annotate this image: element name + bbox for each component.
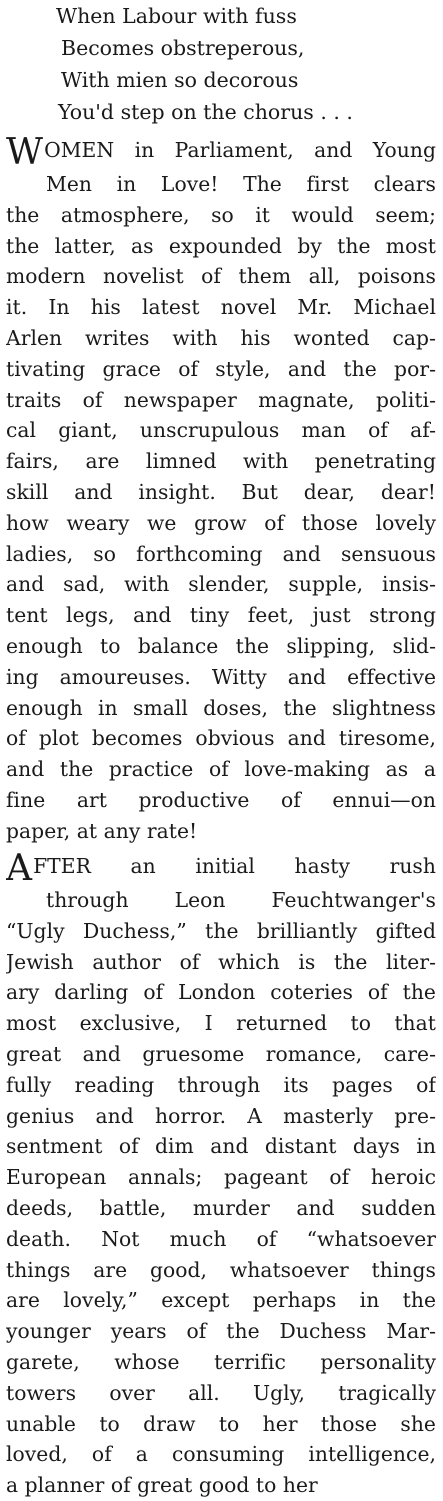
paragraph-line xyxy=(6,135,436,169)
drop-cap: W xyxy=(6,135,44,169)
line-text: FTER an initial hasty rush xyxy=(33,854,436,878)
paragraph-line: fully reading through its pages of xyxy=(6,1072,436,1097)
paragraph-line: are lovely,” except perhaps in the xyxy=(6,1288,436,1313)
paragraph-line: and sad, with slender, supple, insis- xyxy=(6,572,436,597)
paragraph-line: “Ugly Duchess,” the brilliantly gifted xyxy=(6,918,436,943)
paragraph-line: cal giant, unscrupulous man of af- xyxy=(6,418,436,443)
paragraph-line: ing amoureuses. Witty and effective xyxy=(6,664,436,689)
paragraph-line xyxy=(6,851,436,885)
paragraph-line: how weary we grow of those lovely xyxy=(6,510,436,535)
paragraph-line: death. Not much of “whatsoever xyxy=(6,1226,436,1251)
paragraph-line: genius and horror. A masterly pre- xyxy=(6,1103,436,1128)
paragraph-line: and the practice of love-making as a xyxy=(6,757,436,782)
paragraph-line: traits of newspaper magnate, politi- xyxy=(6,387,436,412)
paragraph-line: enough to balance the slipping, slid- xyxy=(6,633,436,658)
paragraph-line: unable to draw to her those she xyxy=(6,1411,436,1436)
paragraph-line: ary darling of London coteries of the xyxy=(6,980,436,1005)
line-text: OMEN in Parliament, and Young xyxy=(44,138,436,162)
paragraph-line: Men in Love! The first clears xyxy=(46,172,436,196)
paragraph-line: of plot becomes obvious and tiresome, xyxy=(6,726,436,751)
paragraph-line: the atmosphere, so it would seem; xyxy=(6,202,436,227)
paragraph-line: ladies, so forthcoming and sensuous xyxy=(6,541,436,566)
paragraph-line: paper, at any rate! xyxy=(6,818,198,843)
verse-line-4: You'd step on the chorus . . . xyxy=(58,100,353,124)
paragraph-line: Jewish author of which is the liter- xyxy=(6,949,436,974)
paragraph-ugly-duchess xyxy=(6,851,436,1501)
paragraph-line: the latter, as expounded by the most xyxy=(6,233,436,258)
verse-line-1: When Labour with fuss xyxy=(56,4,297,28)
paragraph-line: things are good, whatsoever things xyxy=(6,1257,436,1282)
paragraph-line: tivating grace of style, and the por- xyxy=(6,356,436,381)
paragraph-line: through Leon Feuchtwanger's xyxy=(46,888,436,912)
paragraph-women-in-parliament xyxy=(6,135,436,847)
paragraph-line: enough in small doses, the slightness xyxy=(6,695,436,720)
paragraph-line: it. In his latest novel Mr. Michael xyxy=(6,295,436,320)
paragraph-line: fine art productive of ennui—on xyxy=(6,787,436,812)
paragraph-line: loved, of a consuming intelligence, xyxy=(6,1442,436,1467)
paragraph-line: a planner of great good to her xyxy=(6,1473,318,1498)
paragraph-line: skill and insight. But dear, dear! xyxy=(6,479,436,504)
paragraph-line: Arlen writes with his wonted cap- xyxy=(6,325,436,350)
verse-stanza xyxy=(56,0,436,128)
paragraph-line: towers over all. Ugly, tragically xyxy=(6,1380,436,1405)
verse-line-2: Becomes obstreperous, xyxy=(61,36,305,60)
paragraph-line: sentment of dim and distant days in xyxy=(6,1134,436,1159)
paragraph-line: tent legs, and tiny feet, just strong xyxy=(6,603,436,628)
paragraph-line: modern novelist of them all, poisons xyxy=(6,264,436,289)
drop-cap: A xyxy=(6,851,33,885)
paragraph-line: European annals; pageant of heroic xyxy=(6,1165,436,1190)
paragraph-line: deeds, battle, murder and sudden xyxy=(6,1195,436,1220)
paragraph-line: garete, whose terrific personality xyxy=(6,1349,436,1374)
paragraph-line: fairs, are limned with penetrating xyxy=(6,449,436,474)
paragraph-line: younger years of the Duchess Mar- xyxy=(6,1319,436,1344)
verse-line-3: With mien so decorous xyxy=(61,68,299,92)
paragraph-line: most exclusive, I returned to that xyxy=(6,1011,436,1036)
paragraph-line: great and gruesome romance, care- xyxy=(6,1041,436,1066)
